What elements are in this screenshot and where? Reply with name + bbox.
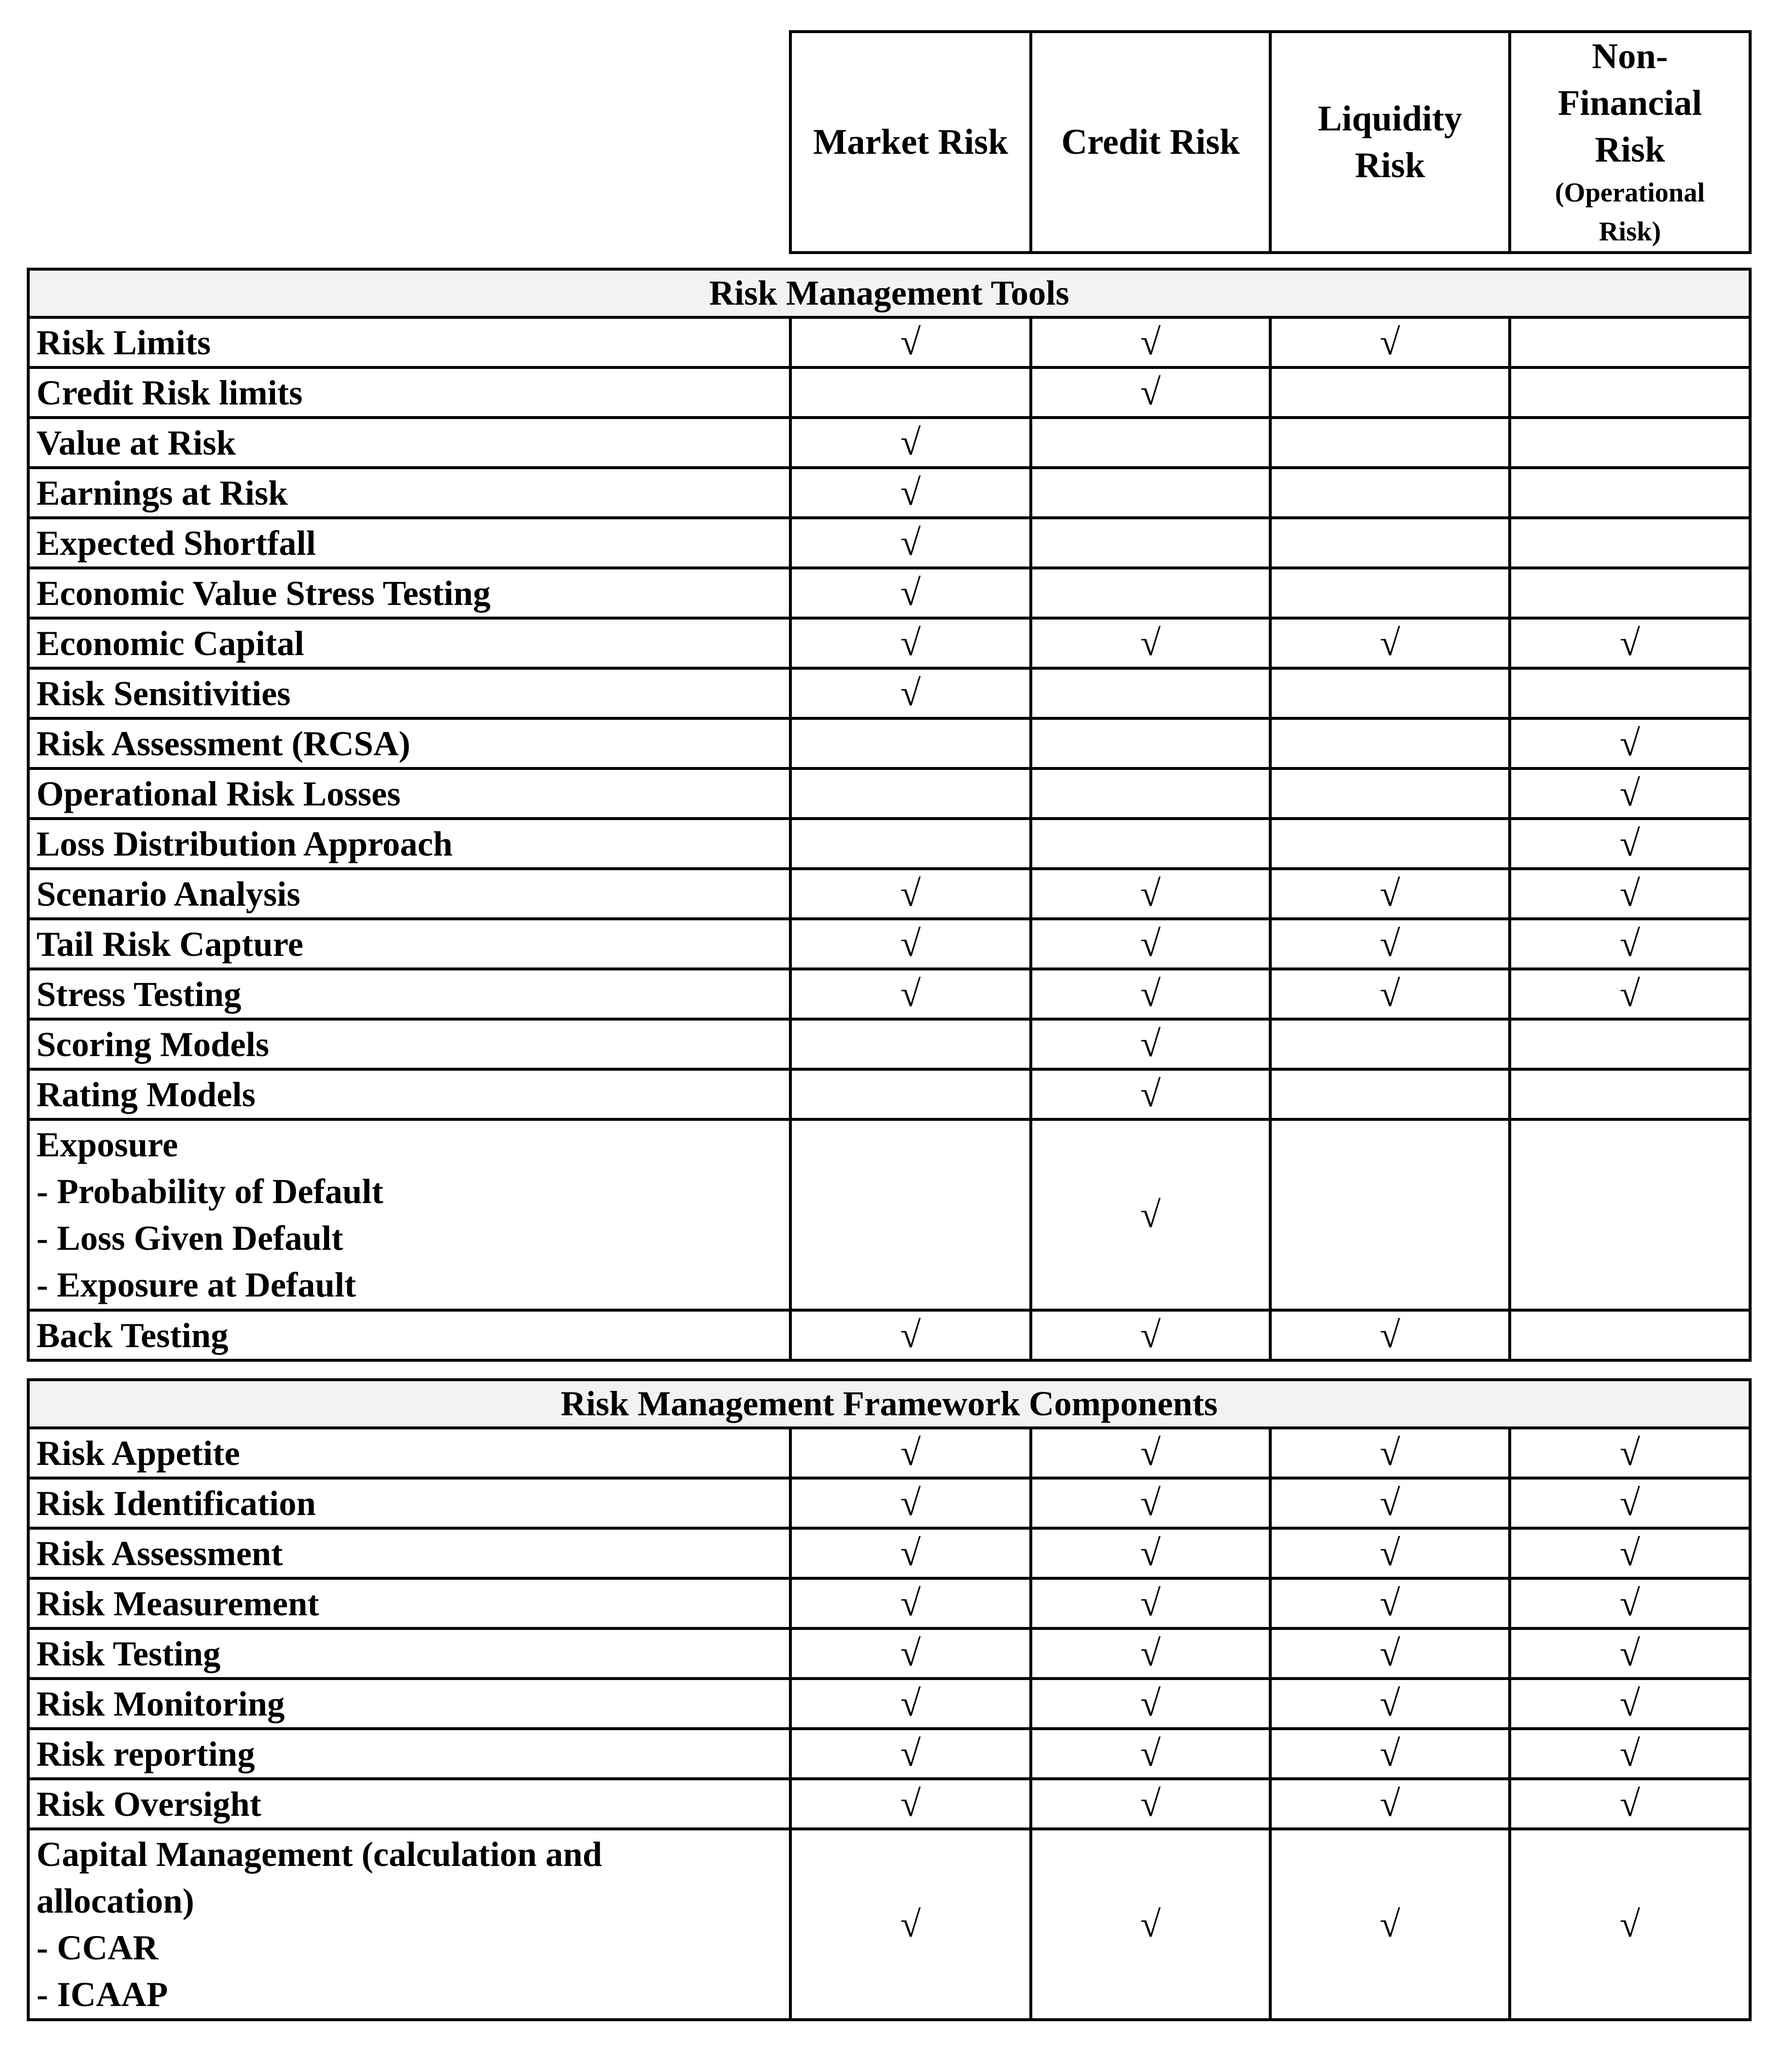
check-cell — [1269, 516, 1511, 569]
check-cell — [1269, 1627, 1511, 1680]
row-label-line: Earnings at Risk — [37, 473, 288, 512]
check-mark: √ — [900, 1633, 921, 1674]
row-label-line: Risk Limits — [37, 323, 211, 362]
row-label-lines — [37, 1781, 261, 1827]
check-mark: √ — [1380, 622, 1400, 663]
check-cell — [1508, 717, 1752, 770]
column-title: Non-Financial Risk — [1557, 37, 1702, 170]
check-cell — [789, 817, 1032, 870]
row-label — [27, 1477, 792, 1530]
check-mark: √ — [900, 673, 921, 713]
check-mark: √ — [900, 1733, 921, 1774]
row-label — [27, 1309, 792, 1362]
row-label-line: Expected Shortfall — [37, 523, 316, 563]
row-label — [27, 466, 792, 519]
row-label-lines — [37, 420, 236, 466]
check-cell — [1029, 1677, 1272, 1730]
check-cell — [789, 366, 1032, 419]
check-mark: √ — [1380, 1432, 1400, 1473]
check-mark: √ — [900, 322, 921, 363]
check-cell — [1269, 1309, 1511, 1362]
check-mark: √ — [900, 873, 921, 914]
check-mark: √ — [1140, 1683, 1161, 1724]
check-cell — [1508, 867, 1752, 920]
check-cell — [1029, 466, 1272, 519]
check-cell — [789, 667, 1032, 720]
check-cell — [1029, 1627, 1272, 1680]
row-label — [27, 667, 792, 720]
check-cell — [1029, 516, 1272, 569]
row-label-line: Tail Risk Capture — [37, 924, 304, 964]
row-label-line: Risk Assessment (RCSA) — [37, 724, 411, 763]
check-cell — [789, 1727, 1032, 1780]
row-label-lines — [37, 620, 304, 667]
row-label-lines — [37, 1312, 228, 1359]
check-mark: √ — [900, 622, 921, 663]
check-cell — [789, 767, 1032, 820]
row-label-lines — [37, 871, 300, 917]
check-mark: √ — [1380, 1683, 1400, 1724]
column-title: Liquidity Risk — [1317, 99, 1463, 185]
check-mark: √ — [1140, 1733, 1161, 1774]
check-cell — [1029, 416, 1272, 469]
check-cell — [1269, 466, 1511, 519]
check-cell — [1029, 817, 1272, 870]
check-mark: √ — [1140, 1633, 1161, 1674]
row-label-line: Risk Identification — [37, 1483, 316, 1523]
row-label-lines — [37, 971, 241, 1018]
check-cell — [1508, 817, 1752, 870]
check-mark: √ — [900, 422, 921, 463]
check-mark: √ — [1140, 622, 1161, 663]
section-title: Risk Management Tools — [709, 274, 1070, 312]
check-cell — [1029, 667, 1272, 720]
check-cell — [1269, 416, 1511, 469]
check-cell — [1029, 867, 1272, 920]
check-cell — [789, 1068, 1032, 1121]
check-cell — [1029, 1118, 1272, 1312]
check-mark: √ — [1620, 1903, 1640, 1945]
row-label-lines — [37, 1480, 316, 1527]
check-cell — [1508, 1677, 1752, 1730]
check-cell — [1029, 316, 1272, 369]
row-label — [27, 1777, 792, 1830]
check-cell — [1508, 1577, 1752, 1630]
check-cell — [1029, 717, 1272, 770]
column-title: Market Risk — [813, 122, 1008, 162]
row-label-line: Exposure — [37, 1125, 178, 1164]
check-mark: √ — [900, 1482, 921, 1523]
check-cell — [1508, 1627, 1752, 1680]
check-mark: √ — [1380, 1482, 1400, 1523]
row-label-line: Scenario Analysis — [37, 874, 301, 913]
row-label-lines — [37, 1580, 319, 1627]
check-mark: √ — [1140, 1315, 1161, 1355]
row-label — [27, 1827, 792, 2021]
check-cell — [1508, 667, 1752, 720]
check-mark: √ — [1140, 973, 1161, 1014]
check-cell — [1508, 566, 1752, 620]
check-cell — [789, 1527, 1032, 1580]
check-cell — [1269, 1477, 1511, 1530]
check-mark: √ — [1620, 1583, 1640, 1624]
check-cell — [1029, 1426, 1272, 1480]
row-label-line: Capital Management (calculation and — [37, 1835, 602, 1874]
check-cell — [1269, 1677, 1511, 1730]
check-mark: √ — [1620, 823, 1640, 864]
check-cell — [789, 466, 1032, 519]
check-cell — [1508, 617, 1752, 670]
check-cell — [789, 1118, 1032, 1312]
check-mark: √ — [1620, 622, 1640, 663]
row-label — [27, 366, 792, 419]
column-header-4 — [1508, 30, 1752, 254]
row-label-lines — [37, 520, 316, 566]
check-cell — [789, 917, 1032, 970]
check-mark: √ — [1620, 1733, 1640, 1774]
check-cell — [789, 416, 1032, 469]
check-mark: √ — [1620, 973, 1640, 1014]
section-header — [27, 268, 1752, 319]
check-mark: √ — [1140, 873, 1161, 914]
row-label — [27, 968, 792, 1021]
check-cell — [1029, 1527, 1272, 1580]
check-cell — [1029, 1309, 1272, 1362]
row-label-line: allocation) — [37, 1882, 194, 1920]
check-cell — [1029, 617, 1272, 670]
row-label-lines — [37, 570, 491, 617]
check-cell — [789, 1627, 1032, 1680]
check-cell — [1508, 516, 1752, 569]
check-cell — [1269, 1577, 1511, 1630]
check-mark: √ — [1140, 1074, 1161, 1114]
check-cell — [1269, 1068, 1511, 1121]
check-mark: √ — [1620, 1783, 1640, 1824]
check-mark: √ — [1140, 1023, 1161, 1064]
row-label-lines — [37, 470, 288, 516]
row-label — [27, 316, 792, 369]
check-cell — [1508, 1068, 1752, 1121]
check-cell — [1269, 1827, 1511, 2021]
row-label-line: - Exposure at Default — [37, 1265, 356, 1304]
check-cell — [789, 1577, 1032, 1630]
check-mark: √ — [1620, 1683, 1640, 1724]
check-mark: √ — [900, 1533, 921, 1573]
check-mark: √ — [1620, 1633, 1640, 1674]
check-cell — [1269, 316, 1511, 369]
check-mark: √ — [900, 1683, 921, 1724]
row-label-line: - Loss Given Default — [37, 1219, 343, 1258]
check-cell — [789, 1777, 1032, 1830]
check-mark: √ — [1380, 1533, 1400, 1573]
row-label — [27, 1426, 792, 1480]
check-cell — [1508, 1827, 1752, 2021]
row-label-lines — [37, 1071, 256, 1118]
row-label-lines — [37, 921, 303, 968]
row-label-lines — [37, 369, 303, 416]
check-cell — [789, 717, 1032, 770]
check-cell — [1269, 1527, 1511, 1580]
check-cell — [1508, 1727, 1752, 1780]
check-cell — [1269, 1777, 1511, 1830]
check-cell — [1029, 1068, 1272, 1121]
row-label — [27, 1527, 792, 1580]
row-label — [27, 1577, 792, 1630]
row-label-line: Loss Distribution Approach — [37, 824, 453, 863]
check-mark: √ — [900, 923, 921, 964]
check-mark: √ — [1140, 1482, 1161, 1523]
check-mark: √ — [1140, 322, 1161, 363]
check-cell — [1269, 1727, 1511, 1780]
check-cell — [1508, 1477, 1752, 1530]
row-label — [27, 1118, 792, 1312]
check-cell — [789, 1309, 1032, 1362]
row-label — [27, 516, 792, 569]
check-mark: √ — [1620, 1482, 1640, 1523]
column-header-2 — [1029, 30, 1272, 254]
row-label-line: Risk Assessment — [37, 1534, 283, 1573]
check-mark: √ — [1620, 1432, 1640, 1473]
row-label-line: - Probability of Default — [37, 1172, 384, 1211]
check-cell — [1269, 717, 1511, 770]
check-cell — [1508, 1426, 1752, 1480]
check-mark: √ — [1380, 1903, 1400, 1945]
row-label-line: Credit Risk limits — [37, 373, 303, 412]
check-mark: √ — [1140, 372, 1161, 413]
row-label — [27, 1727, 792, 1780]
row-label-line: Value at Risk — [37, 423, 236, 462]
row-label-lines — [37, 1731, 255, 1777]
row-label-lines — [37, 1831, 602, 2018]
check-mark: √ — [900, 973, 921, 1014]
check-cell — [789, 316, 1032, 369]
check-cell — [1508, 416, 1752, 469]
row-label-line: Risk Sensitivities — [37, 674, 291, 713]
check-mark: √ — [900, 1783, 921, 1824]
check-cell — [789, 1426, 1032, 1480]
check-cell — [1269, 867, 1511, 920]
check-cell — [789, 1477, 1032, 1530]
check-mark: √ — [900, 522, 921, 563]
check-mark: √ — [900, 1315, 921, 1355]
row-label-line: Economic Value Stress Testing — [37, 573, 491, 613]
row-label — [27, 917, 792, 970]
check-cell — [1029, 968, 1272, 1021]
check-cell — [1508, 316, 1752, 369]
row-label — [27, 416, 792, 469]
check-mark: √ — [1380, 1783, 1400, 1824]
check-mark: √ — [900, 1583, 921, 1624]
row-label-lines — [37, 821, 453, 867]
check-cell — [1508, 1777, 1752, 1830]
row-label — [27, 1627, 792, 1680]
row-label-line: Operational Risk Losses — [37, 774, 401, 813]
check-mark: √ — [1380, 322, 1400, 363]
row-label — [27, 1068, 792, 1121]
check-cell — [1029, 1477, 1272, 1530]
row-label-line: Risk Appetite — [37, 1433, 240, 1473]
row-label — [27, 817, 792, 870]
row-label-lines — [37, 1021, 269, 1068]
row-label-line: Risk Measurement — [37, 1584, 319, 1623]
row-label-line: Risk Oversight — [37, 1784, 262, 1824]
check-cell — [1029, 366, 1272, 419]
check-cell — [789, 566, 1032, 620]
column-title: Credit Risk — [1061, 122, 1240, 162]
check-cell — [1508, 366, 1752, 419]
check-cell — [789, 1827, 1032, 2021]
check-cell — [1508, 1309, 1752, 1362]
row-label-line: Scoring Models — [37, 1024, 269, 1064]
check-cell — [1029, 566, 1272, 620]
check-mark: √ — [1140, 1903, 1161, 1945]
check-cell — [1029, 767, 1272, 820]
check-cell — [1029, 1018, 1272, 1071]
check-mark: √ — [1380, 1733, 1400, 1774]
check-cell — [1269, 917, 1511, 970]
row-label-lines — [37, 1121, 384, 1308]
row-label — [27, 566, 792, 620]
section-header — [27, 1378, 1752, 1429]
check-mark: √ — [1140, 1194, 1161, 1235]
check-mark: √ — [900, 1903, 921, 1945]
check-cell — [1269, 366, 1511, 419]
check-mark: √ — [1140, 1583, 1161, 1624]
check-cell — [1508, 1018, 1752, 1071]
check-mark: √ — [1620, 723, 1640, 764]
check-cell — [1508, 466, 1752, 519]
row-label-lines — [37, 720, 410, 767]
check-mark: √ — [1380, 1315, 1400, 1355]
column-header-1 — [789, 30, 1032, 254]
check-mark: √ — [900, 472, 921, 513]
check-cell — [1508, 767, 1752, 820]
check-cell — [1269, 667, 1511, 720]
check-mark: √ — [1140, 1783, 1161, 1824]
check-mark: √ — [1380, 973, 1400, 1014]
row-label-line: - ICAAP — [37, 1975, 168, 2014]
row-label — [27, 1677, 792, 1730]
check-cell — [1029, 1827, 1272, 2021]
row-label-lines — [37, 770, 401, 817]
check-cell — [1269, 1426, 1511, 1480]
row-label-line: Risk reporting — [37, 1734, 255, 1773]
column-header-3 — [1269, 30, 1511, 254]
row-label-line: Rating Models — [37, 1075, 256, 1114]
check-cell — [789, 968, 1032, 1021]
check-mark: √ — [900, 1432, 921, 1473]
row-label-lines — [37, 1630, 220, 1677]
check-cell — [1269, 817, 1511, 870]
check-cell — [789, 1677, 1032, 1730]
check-mark: √ — [1620, 923, 1640, 964]
row-label-line: Back Testing — [37, 1315, 229, 1355]
check-cell — [1029, 917, 1272, 970]
check-cell — [1508, 917, 1752, 970]
check-mark: √ — [1140, 923, 1161, 964]
check-cell — [1269, 1018, 1511, 1071]
check-mark: √ — [1380, 1583, 1400, 1624]
row-label-lines — [37, 1530, 283, 1577]
check-cell — [1269, 617, 1511, 670]
section-title: Risk Management Framework Components — [561, 1384, 1218, 1423]
check-cell — [1269, 968, 1511, 1021]
row-label — [27, 717, 792, 770]
row-label-line: - CCAR — [37, 1928, 158, 1967]
check-mark: √ — [1380, 1633, 1400, 1674]
check-cell — [789, 1018, 1032, 1071]
check-cell — [1508, 1118, 1752, 1312]
row-label — [27, 1018, 792, 1071]
row-label-lines — [37, 1430, 240, 1477]
check-mark: √ — [1380, 923, 1400, 964]
row-label — [27, 867, 792, 920]
check-mark: √ — [1140, 1432, 1161, 1473]
row-label-line: Risk Monitoring — [37, 1684, 285, 1723]
check-mark: √ — [1620, 873, 1640, 914]
check-cell — [1029, 1577, 1272, 1630]
check-mark: √ — [1620, 773, 1640, 814]
check-cell — [1269, 767, 1511, 820]
check-cell — [1508, 1527, 1752, 1580]
check-cell — [1029, 1727, 1272, 1780]
check-mark: √ — [900, 572, 921, 613]
row-label — [27, 617, 792, 670]
check-mark: √ — [1620, 1533, 1640, 1573]
check-cell — [789, 516, 1032, 569]
row-label-line: Risk Testing — [37, 1634, 221, 1673]
row-label-lines — [37, 1681, 285, 1727]
row-label-lines — [37, 670, 291, 717]
row-label-line: Stress Testing — [37, 974, 241, 1014]
check-mark: √ — [1380, 873, 1400, 914]
row-label — [27, 767, 792, 820]
check-cell — [789, 867, 1032, 920]
check-cell — [1508, 968, 1752, 1021]
check-cell — [1269, 566, 1511, 620]
row-label-line: Economic Capital — [37, 623, 304, 663]
check-mark: √ — [1140, 1533, 1161, 1573]
check-cell — [1029, 1777, 1272, 1830]
check-cell — [789, 617, 1032, 670]
column-subtitle: (Operational Risk) — [1555, 178, 1705, 247]
check-cell — [1269, 1118, 1511, 1312]
row-label-lines — [37, 319, 211, 366]
